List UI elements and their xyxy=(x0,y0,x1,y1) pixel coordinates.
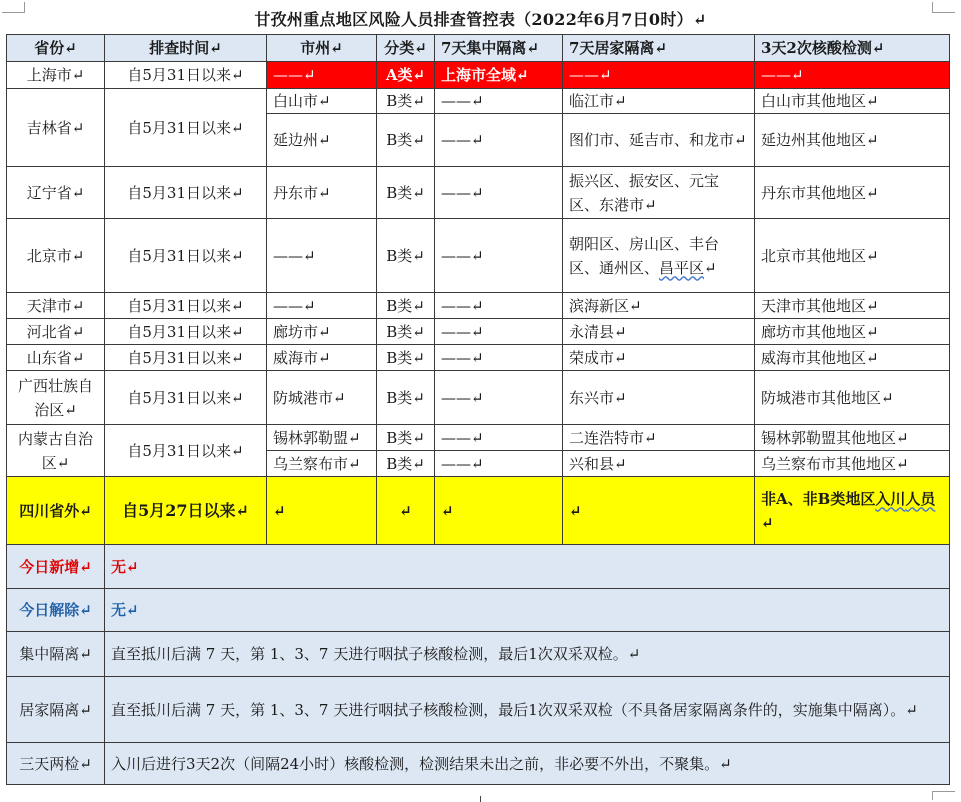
home-isolation-cell: ↵ xyxy=(563,477,755,545)
class-cell: B类↵ xyxy=(377,219,435,293)
table-row-hebei xyxy=(7,319,950,345)
spellcheck-flagged-text: 昌平区 xyxy=(659,258,705,277)
time-cell: 自5月31日以来↵ xyxy=(105,219,267,293)
class-cell: B类↵ xyxy=(377,345,435,371)
class-cell: B类↵ xyxy=(377,371,435,425)
province-cell: 天津市↵ xyxy=(7,293,105,319)
province-cell: 吉林省↵ xyxy=(7,89,105,167)
central-isolation-cell: ——↵ xyxy=(435,371,563,425)
home-isolation-cell: ——↵ xyxy=(563,62,755,89)
time-cell: 自5月31日以来↵ xyxy=(105,425,267,477)
home-isolation-label: 居家隔离↵ xyxy=(7,677,105,743)
province-cell: 四川省外↵ xyxy=(7,477,105,545)
province-cell: 上海市↵ xyxy=(7,62,105,89)
city-cell: 白山市↵ xyxy=(267,89,377,114)
class-cell: B类↵ xyxy=(377,167,435,219)
central-isolation-rule: 直至抵川后满 7 天，第 1、3、7 天进行咽拭子核酸检测，最后1次双采双检。↵ xyxy=(105,632,950,677)
home-isolation-cell: 二连浩特市↵ xyxy=(563,425,755,451)
three-days-two-tests-rule: 入川后进行3天2次（间隔24小时）核酸检测，检测结果未出之前，非必要不外出，不聚集。↵ xyxy=(105,743,950,785)
central-isolation-cell: ——↵ xyxy=(435,345,563,371)
paragraph-mark: ↵ xyxy=(761,513,774,532)
table-row-sichuan-outside xyxy=(7,477,950,545)
time-cell: 自5月27日以来↵ xyxy=(105,477,267,545)
footer-row-three-days-two-tests xyxy=(7,743,950,785)
spellcheck-flagged-text: 人员 xyxy=(905,489,936,508)
nucleic-test-cell: 乌兰察布市其他地区↵ xyxy=(755,451,950,477)
table-row-neimenggu xyxy=(7,425,950,451)
nucleic-test-cell: 廊坊市其他地区↵ xyxy=(755,319,950,345)
released-today-label: 今日解除↵ xyxy=(7,589,105,632)
class-cell: B类↵ xyxy=(377,89,435,114)
nucleic-test-cell: 白山市其他地区↵ xyxy=(755,89,950,114)
time-cell: 自5月31日以来↵ xyxy=(105,319,267,345)
header-class: 分类↵ xyxy=(377,35,435,62)
header-central-isolation: 7天集中隔离↵ xyxy=(435,35,563,62)
home-isolation-cell: 荣成市↵ xyxy=(563,345,755,371)
risk-screening-table xyxy=(6,34,950,785)
home-isolation-cell: 东兴市↵ xyxy=(563,371,755,425)
central-isolation-label: 集中隔离↵ xyxy=(7,632,105,677)
time-cell: 自5月31日以来↵ xyxy=(105,293,267,319)
footer-row-released-today xyxy=(7,589,950,632)
central-isolation-cell: ——↵ xyxy=(435,451,563,477)
class-cell: B类↵ xyxy=(377,114,435,167)
home-isolation-text: 朝阳区、房山区、丰台区、通州区、 xyxy=(569,234,720,277)
home-isolation-cell: 兴和县↵ xyxy=(563,451,755,477)
header-row xyxy=(7,35,950,62)
header-province: 省份↵ xyxy=(7,35,105,62)
home-isolation-cell: 临江市↵ xyxy=(563,89,755,114)
city-cell: ——↵ xyxy=(267,219,377,293)
footer-row-central-isolation xyxy=(7,632,950,677)
home-isolation-cell: 滨海新区↵ xyxy=(563,293,755,319)
time-cell: 自5月31日以来↵ xyxy=(105,345,267,371)
central-isolation-cell: ——↵ xyxy=(435,319,563,345)
time-cell: 自5月31日以来↵ xyxy=(105,62,267,89)
header-nucleic-test: 3天2次核酸检测↵ xyxy=(755,35,950,62)
header-home-isolation: 7天居家隔离↵ xyxy=(563,35,755,62)
city-cell: 威海市↵ xyxy=(267,345,377,371)
nucleic-test-cell: ——↵ xyxy=(755,62,950,89)
city-cell: 延边州↵ xyxy=(267,114,377,167)
central-isolation-cell: ↵ xyxy=(435,477,563,545)
central-isolation-cell: ——↵ xyxy=(435,167,563,219)
spellcheck-flagged-text: 入川 xyxy=(875,489,906,508)
province-cell: 河北省↵ xyxy=(7,319,105,345)
nucleic-test-cell: 延边州其他地区↵ xyxy=(755,114,950,167)
table-row-beijing xyxy=(7,219,950,293)
footer-row-new-today xyxy=(7,545,950,589)
nucleic-test-cell xyxy=(755,477,950,545)
city-cell: 乌兰察布市↵ xyxy=(267,451,377,477)
nucleic-test-cell: 北京市其他地区↵ xyxy=(755,219,950,293)
city-cell: 丹东市↵ xyxy=(267,167,377,219)
table-row-guangxi xyxy=(7,371,950,425)
document-title: 甘孜州重点地区风险人员排查管控表（2022年6月7日0时）↵ xyxy=(254,10,707,29)
time-cell: 自5月31日以来↵ xyxy=(105,371,267,425)
city-cell: 防城港市↵ xyxy=(267,371,377,425)
province-cell: 北京市↵ xyxy=(7,219,105,293)
city-cell: 廊坊市↵ xyxy=(267,319,377,345)
time-cell: 自5月31日以来↵ xyxy=(105,89,267,167)
nucleic-test-text: 非A、非B类地区 xyxy=(761,489,876,508)
footer-row-home-isolation xyxy=(7,677,950,743)
central-isolation-cell: ——↵ xyxy=(435,425,563,451)
nucleic-test-cell: 天津市其他地区↵ xyxy=(755,293,950,319)
time-cell: 自5月31日以来↵ xyxy=(105,167,267,219)
city-cell: ↵ xyxy=(267,477,377,545)
table-row-liaoning xyxy=(7,167,950,219)
class-cell: ↵ xyxy=(377,477,435,545)
province-cell: 山东省↵ xyxy=(7,345,105,371)
table-row-jilin xyxy=(7,89,950,114)
table-row-shandong xyxy=(7,345,950,371)
new-today-value: 无↵ xyxy=(105,545,950,589)
header-time: 排查时间↵ xyxy=(105,35,267,62)
central-isolation-cell: 上海市全域↵ xyxy=(435,62,563,89)
class-cell: B类↵ xyxy=(377,425,435,451)
three-days-two-tests-label: 三天两检↵ xyxy=(7,743,105,785)
class-cell: B类↵ xyxy=(377,293,435,319)
central-isolation-cell: ——↵ xyxy=(435,293,563,319)
class-cell: B类↵ xyxy=(377,319,435,345)
nucleic-test-cell: 防城港市其他地区↵ xyxy=(755,371,950,425)
central-isolation-cell: ——↵ xyxy=(435,114,563,167)
text-cursor xyxy=(480,796,481,802)
paragraph-mark: ↵ xyxy=(704,258,717,277)
nucleic-test-cell: 锡林郭勒盟其他地区↵ xyxy=(755,425,950,451)
crop-mark-bottom-right xyxy=(932,791,955,800)
central-isolation-cell: ——↵ xyxy=(435,89,563,114)
class-cell: B类↵ xyxy=(377,451,435,477)
header-city: 市州↵ xyxy=(267,35,377,62)
city-cell: ——↵ xyxy=(267,62,377,89)
province-cell: 辽宁省↵ xyxy=(7,167,105,219)
nucleic-test-cell: 威海市其他地区↵ xyxy=(755,345,950,371)
home-isolation-cell xyxy=(563,219,755,293)
class-cell: A类↵ xyxy=(377,62,435,89)
province-cell: 内蒙古自治区↵ xyxy=(7,425,105,477)
city-cell: 锡林郭勒盟↵ xyxy=(267,425,377,451)
table-row-tianjin xyxy=(7,293,950,319)
home-isolation-cell: 永清县↵ xyxy=(563,319,755,345)
home-isolation-cell: 振兴区、振安区、元宝区、东港市↵ xyxy=(563,167,755,219)
released-today-value: 无↵ xyxy=(105,589,950,632)
home-isolation-cell: 图们市、延吉市、和龙市↵ xyxy=(563,114,755,167)
table-row-shanghai xyxy=(7,62,950,89)
home-isolation-rule: 直至抵川后满 7 天，第 1、3、7 天进行咽拭子核酸检测，最后1次双采双检（不具备居家隔离条件的，实施集中隔离）。↵ xyxy=(105,677,950,743)
new-today-label: 今日新增↵ xyxy=(7,545,105,589)
nucleic-test-cell: 丹东市其他地区↵ xyxy=(755,167,950,219)
city-cell: ——↵ xyxy=(267,293,377,319)
province-cell: 广西壮族自治区↵ xyxy=(7,371,105,425)
central-isolation-cell: ——↵ xyxy=(435,219,563,293)
